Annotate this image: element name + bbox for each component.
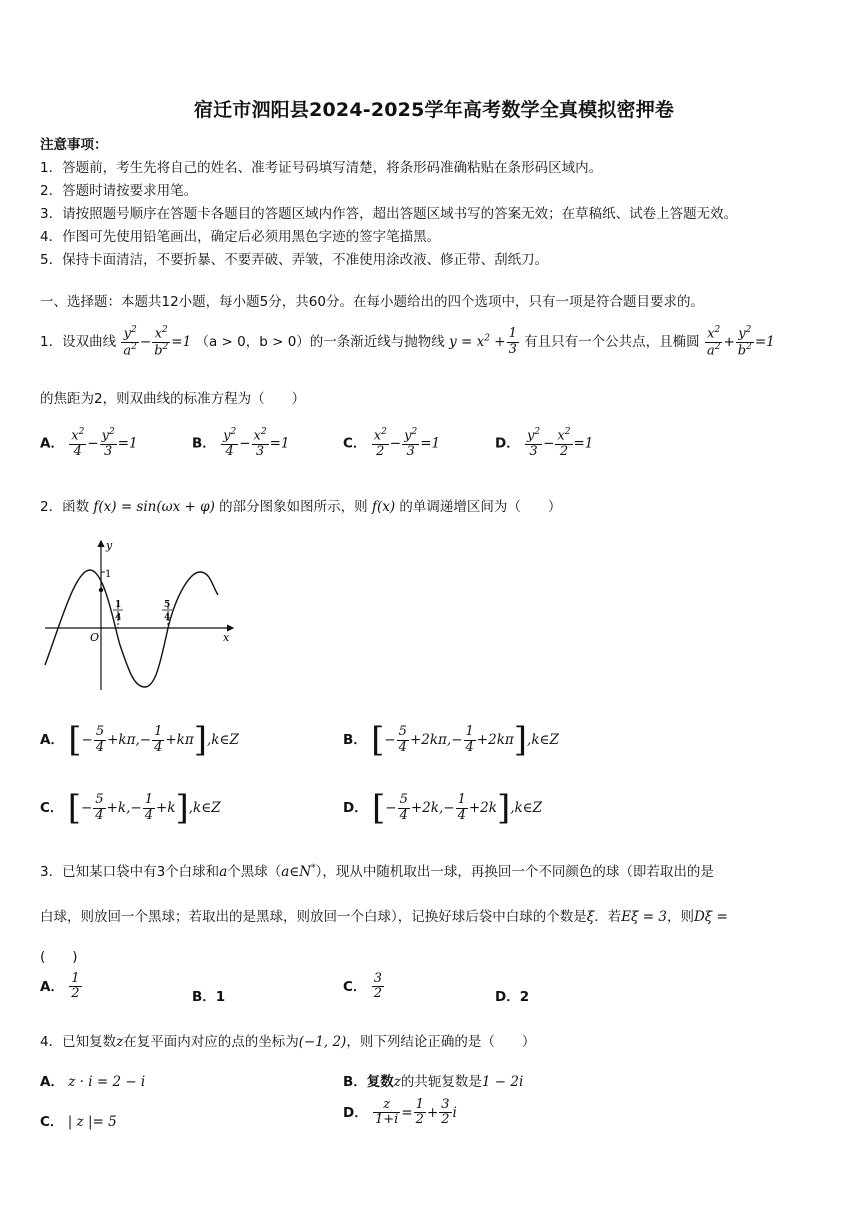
- svg-text:4: 4: [164, 613, 171, 623]
- q2-option-a[interactable]: A． [− $\frac{5}{4}$ +kπ,− $\frac{1}{4}$ +kπ],k∈Z: [40, 720, 239, 760]
- note-item: 2．答题时请按要求用笔。: [40, 183, 198, 199]
- y-intercept-point: [99, 588, 103, 592]
- option-label: C．: [343, 978, 367, 995]
- q1-option-c[interactable]: C． $\frac{x^2}{2}$ − $\frac{y^2}{3}$ =1: [343, 427, 441, 459]
- math-fraction: $\frac{y^2}{a^2}$: [123, 325, 137, 358]
- q3-text: 个黑球（: [227, 864, 282, 880]
- option-value: 1 − 2i: [481, 1074, 524, 1090]
- q1-line-2: 的焦距为2，则双曲线的标准方程为（ ）: [40, 391, 306, 407]
- option-label: C．: [343, 435, 367, 452]
- q3-text: 3．已知某口袋中有3个白球和: [40, 864, 220, 880]
- q2-post: 的单调递增区间为（ ）: [399, 499, 562, 515]
- q2-text: 的部分图象如图所示，则: [219, 499, 368, 515]
- q4-point: (−1, 2): [298, 1034, 347, 1050]
- option-label: D．: [343, 1104, 368, 1121]
- q3-option-c[interactable]: C． $\frac{3}{2}$: [343, 971, 382, 1002]
- option-label: B．复数: [343, 1074, 394, 1090]
- svg-text:4: 4: [115, 613, 122, 623]
- option-label: C．: [40, 1114, 64, 1130]
- option-label: B．: [343, 732, 367, 748]
- note-item: 5．保持卡面清洁，不要折暴、不要弄破、弄皱，不准使用涂改液、修正带、刮纸刀。: [40, 252, 549, 268]
- option-label: A．: [40, 435, 64, 452]
- q2-option-c[interactable]: C． [− $\frac{5}{4}$ +k,− $\frac{1}{4}$ +k],k∈Z: [40, 788, 221, 828]
- q2-prefix: 2．函数: [40, 499, 90, 515]
- q4-option-c[interactable]: [40, 1110, 117, 1130]
- q4-text: 在复平面内对应的点的坐标为: [123, 1034, 299, 1050]
- tick-label-1: 1: [105, 569, 112, 580]
- q1-option-d[interactable]: D． $\frac{y^2}{3}$ − $\frac{x^2}{2}$ =1: [495, 427, 594, 459]
- option-tail: ,k∈Z: [207, 732, 239, 748]
- math-fraction: $\frac{x^2}{a^2}$: [706, 325, 721, 358]
- q3-answer-paren: ( ): [40, 949, 78, 965]
- q1-option-b[interactable]: B． $\frac{y^2}{4}$ − $\frac{x^2}{3}$ =1: [192, 427, 290, 459]
- question-4-stem: 4．已知复数z在复平面内对应的点的坐标为(−1, 2)，则下列结论正确的是（ ）: [40, 1034, 536, 1050]
- question-3-line-2: 白球，则放回一个黑球；若取出的是黑球，则放回一个白球），记换好球后袋中白球的个数是ξ．若Eξ = 3，则Dξ =: [40, 909, 728, 925]
- option-label: A．: [40, 978, 64, 995]
- q1-condition: （a > 0，b > 0）的一条渐近线与抛物线: [195, 334, 445, 351]
- option-value: z · i = 2 − i: [68, 1074, 146, 1090]
- note-item: 4．作图可先使用铅笔画出，确定后必须用黑色字迹的签字笔描黑。: [40, 229, 441, 245]
- math-parabola: $y = x^2$ +: [449, 333, 506, 351]
- q2-fx: f(x): [371, 499, 396, 515]
- q2-option-b[interactable]: B． [− $\frac{5}{4}$ +2kπ,− $\frac{1}{4}$ +2kπ],k∈Z: [343, 720, 559, 760]
- q4-option-d[interactable]: D． $\frac{z}{1+i}$ = $\frac{1}{2}$ + $\frac{3}{2}$ i: [343, 1097, 457, 1128]
- sine-graph: [40, 535, 240, 695]
- question-3-line-1: 3．已知某口袋中有3个白球和a个黑球（a∈N*），现从中随机取出一球，再换回一个不同颜色的球（即若取出的是: [40, 863, 714, 880]
- page-title: 宿迁市泗阳县2024-2025学年高考数学全真模拟密押卷: [193, 99, 675, 121]
- q4-text: 4．已知复数: [40, 1034, 117, 1050]
- math-fraction: $\frac{x^2}{b^2}$: [154, 325, 169, 358]
- notes-heading: 注意事项：: [40, 137, 108, 153]
- option-label: D．: [343, 800, 368, 816]
- q3-text: 白球，则放回一个黑球；若取出的是黑球，则放回一个白球），记换好球后袋中白球的个数是: [40, 909, 587, 925]
- q3-option-a[interactable]: A． $\frac{1}{2}$: [40, 971, 80, 1002]
- q3-text: ．若: [594, 909, 622, 925]
- q3-option-d[interactable]: D．2: [495, 989, 530, 1005]
- q4-option-b[interactable]: B．复数z的共轭复数是1 − 2i: [343, 1074, 524, 1090]
- q1-option-a[interactable]: A． $\frac{x^2}{4}$ − $\frac{y^2}{3}$ =1: [40, 427, 138, 459]
- question-1-line-1: 1．设双曲线 $\frac{y^2}{a^2}$ − $\frac{x^2}{b^2}$ =1 （a > 0，b > 0）的一条渐近线与抛物线 $y = x^2$ + $\frac{1}{3}$ 有且只有一个公共点，且椭圆 $\frac{x^2}{a^2}$ + $\frac{y^2}{b^2}$ =1: [40, 325, 775, 358]
- x-label: x: [223, 631, 230, 644]
- y-label: y: [106, 539, 113, 552]
- note-item: 3．请按照题号顺序在答题卡各题目的答题区域内作答，超出答题区域书写的答案无效；在草稿纸、试卷上答题无效。: [40, 206, 738, 222]
- option-label: D．: [495, 435, 520, 452]
- question-2-stem: [40, 495, 561, 515]
- q1-prefix: 1．设双曲线: [40, 334, 117, 351]
- q2-function: f(x) = sin(ωx + φ): [93, 499, 215, 515]
- option-tail: ,k∈Z: [527, 732, 559, 748]
- q4-text: ，则下列结论正确的是（ ）: [346, 1034, 536, 1050]
- option-label: A．: [40, 732, 64, 748]
- q2-option-d[interactable]: D． [− $\frac{5}{4}$ +2k,− $\frac{1}{4}$ +2k],k∈Z: [343, 788, 543, 828]
- option-tail: ,k∈Z: [510, 800, 543, 816]
- option-label: C．: [40, 800, 64, 816]
- origin-label: O: [90, 631, 100, 644]
- math-fraction: $\frac{1}{3}$: [508, 326, 517, 357]
- q3-text: ，则: [666, 909, 694, 925]
- math-fraction: $\frac{y^2}{b^2}$: [737, 325, 752, 358]
- svg-text:1: 1: [115, 600, 122, 610]
- option-tail: ,k∈Z: [188, 800, 221, 816]
- option-value: | z |= 5: [67, 1114, 117, 1130]
- svg-text:5: 5: [164, 600, 171, 610]
- option-text: 的共轭复数是: [400, 1074, 482, 1090]
- option-label: A．: [40, 1074, 64, 1090]
- q1-mid: 有且只有一个公共点，且椭圆: [524, 334, 700, 351]
- q3-text: ），现从中随机取出一球，再换回一个不同颜色的球（即若取出的是: [315, 864, 714, 880]
- q3-option-b[interactable]: B．1: [192, 989, 226, 1005]
- option-label: B．: [192, 435, 216, 452]
- note-item: 1．答题前，考生先将自己的姓名、准考证号码填写清楚，将条形码准确粘贴在条形码区域内。: [40, 160, 603, 176]
- q4-option-a[interactable]: [40, 1070, 145, 1090]
- section-heading: 一、选择题：本题共12小题，每小题5分，共60分。在每小题给出的四个选项中，只有一项是符合题目要求的。: [40, 294, 704, 310]
